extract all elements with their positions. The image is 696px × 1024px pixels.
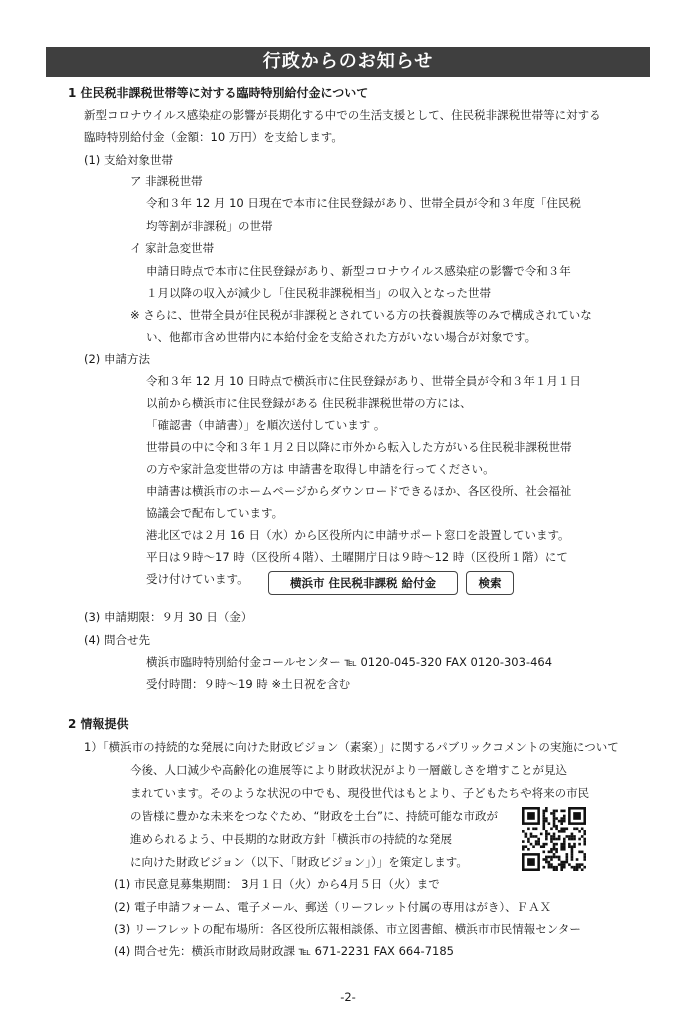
item1-label: (1) 支給対象世帯 bbox=[84, 153, 173, 167]
item1-b-text: 申請日時点で本市に住民登録があり、新型コロナウイルス感染症の影響で令和３年 bbox=[146, 264, 571, 278]
section2-item1-text: に向けた財政ビジョン（以下、「財政ビジョン」）」を策定します。 bbox=[130, 855, 468, 869]
section1-intro-line: 新型コロナウイルス感染症の影響が長期化する中での生活支援として、住民税非課税世帯等に対する bbox=[84, 108, 601, 122]
item1-a-text: 令和３年 12 月 10 日現在で本市に住民登録があり、世帯全員が令和３年度「住民税 bbox=[146, 196, 581, 210]
page-title: 行政からのお知らせ bbox=[46, 47, 650, 77]
section1-heading: 1 住民税非課税世帯等に対する臨時特別給付金について bbox=[68, 86, 369, 100]
item2-text: 以前から横浜市に住民登録がある 住民税非課税世帯の方には、 bbox=[146, 396, 472, 410]
item2-label: (2) 申請方法 bbox=[84, 352, 150, 366]
page-number: -2- bbox=[340, 990, 356, 1004]
section2-heading: 2 情報提供 bbox=[68, 717, 129, 731]
section2-sub-item: (4) 問合せ先：横浜市財政局財政課 ℡ 671-2231 FAX 664-7185 bbox=[114, 944, 454, 958]
search-button: 検索 bbox=[466, 571, 514, 595]
item3-deadline: (3) 申請期限：９月 30 日（金） bbox=[84, 610, 253, 624]
section2-item1-text: まれています。そのような状況の中でも、現役世代はもとより、子どもたちや将来の市民 bbox=[130, 786, 590, 800]
item2-text: 受け付けています。 bbox=[146, 572, 249, 586]
item2-text: 「確認書（申請書）」を順次送付しています 。 bbox=[146, 418, 386, 432]
item2-text: 協議会で配布しています。 bbox=[146, 506, 284, 520]
section2-sub-item: (2) 電子申請フォーム、電子メール、郵送（リーフレット付属の専用はがき）、ＦＡＸ bbox=[114, 900, 552, 914]
item2-text: 世帯員の中に令和３年１月２日以降に市外から転入した方がいる住民税非課税世帯 bbox=[146, 440, 572, 454]
qr-code-icon bbox=[522, 807, 586, 871]
search-terms-box: 横浜市 住民税非課税 給付金 bbox=[268, 571, 458, 595]
item1-note: ※ さらに、世帯全員が住民税が非課税とされている方の扶養親族等のみで構成されていな bbox=[130, 308, 592, 322]
item1-a-text: 均等割が非課税」の世帯 bbox=[146, 219, 273, 233]
item4-hours: 受付時間：９時～19 時 ※土日祝を含む bbox=[146, 677, 351, 691]
item1-note: い、他都市含め世帯内に本給付金を支給された方がいない場合が対象です。 bbox=[146, 330, 537, 344]
item2-text: 港北区では２月 16 日（水）から区役所内に申請サポート窓口を設置しています。 bbox=[146, 528, 570, 542]
section2-item1-label: 1）「横浜市の持続的な発展に向けた財政ビジョン（素案）」に関するパブリックコメントの実施について bbox=[84, 740, 619, 754]
section2-sub-item: (3) リーフレットの配布場所：各区役所広報相談係、市立図書館、横浜市市民情報センター bbox=[114, 922, 581, 936]
item2-text: 令和３年 12 月 10 日時点で横浜市に住民登録があり、世帯全員が令和３年１月１日 bbox=[146, 374, 581, 388]
item4-contact: 横浜市臨時特別給付金コールセンター ℡ 0120-045-320 FAX 0120-303-464 bbox=[146, 655, 553, 669]
item2-text: の方や家計急変世帯の方は 申請書を取得し申請を行ってください。 bbox=[146, 462, 495, 476]
section2-sub-item: (1) 市民意見募集期間： 3月１日（火）から4月５日（火）まで bbox=[114, 877, 440, 891]
item2-text: 申請書は横浜市のホームページからダウンロードできるほか、各区役所、社会福祉 bbox=[146, 484, 572, 498]
item4-label: (4) 問合せ先 bbox=[84, 633, 150, 647]
section2-item1-text: 進められるよう、中長期的な財政方針「横浜市の持続的な発展 bbox=[130, 832, 452, 846]
item2-text: 平日は９時～17 時（区役所４階）、土曜開庁日は９時～12 時（区役所１階）にて bbox=[146, 550, 568, 564]
item1-b-label: イ 家計急変世帯 bbox=[130, 241, 215, 255]
section2-item1-text: 今後、人口減少や高齢化の進展等により財政状況がより一層厳しさを増すことが見込 bbox=[130, 763, 567, 777]
item1-a-label: ア 非課税世帯 bbox=[130, 174, 203, 188]
item1-b-text: １月以降の収入が減少し「住民税非課税相当」の収入となった世帯 bbox=[146, 286, 491, 300]
section1-intro-line: 臨時特別給付金（金額：10 万円）を支給します。 bbox=[84, 130, 343, 144]
section2-item1-text: の皆様に豊かな未来をつなぐため、“財政を土台”に、持続可能な市政が bbox=[130, 809, 498, 823]
